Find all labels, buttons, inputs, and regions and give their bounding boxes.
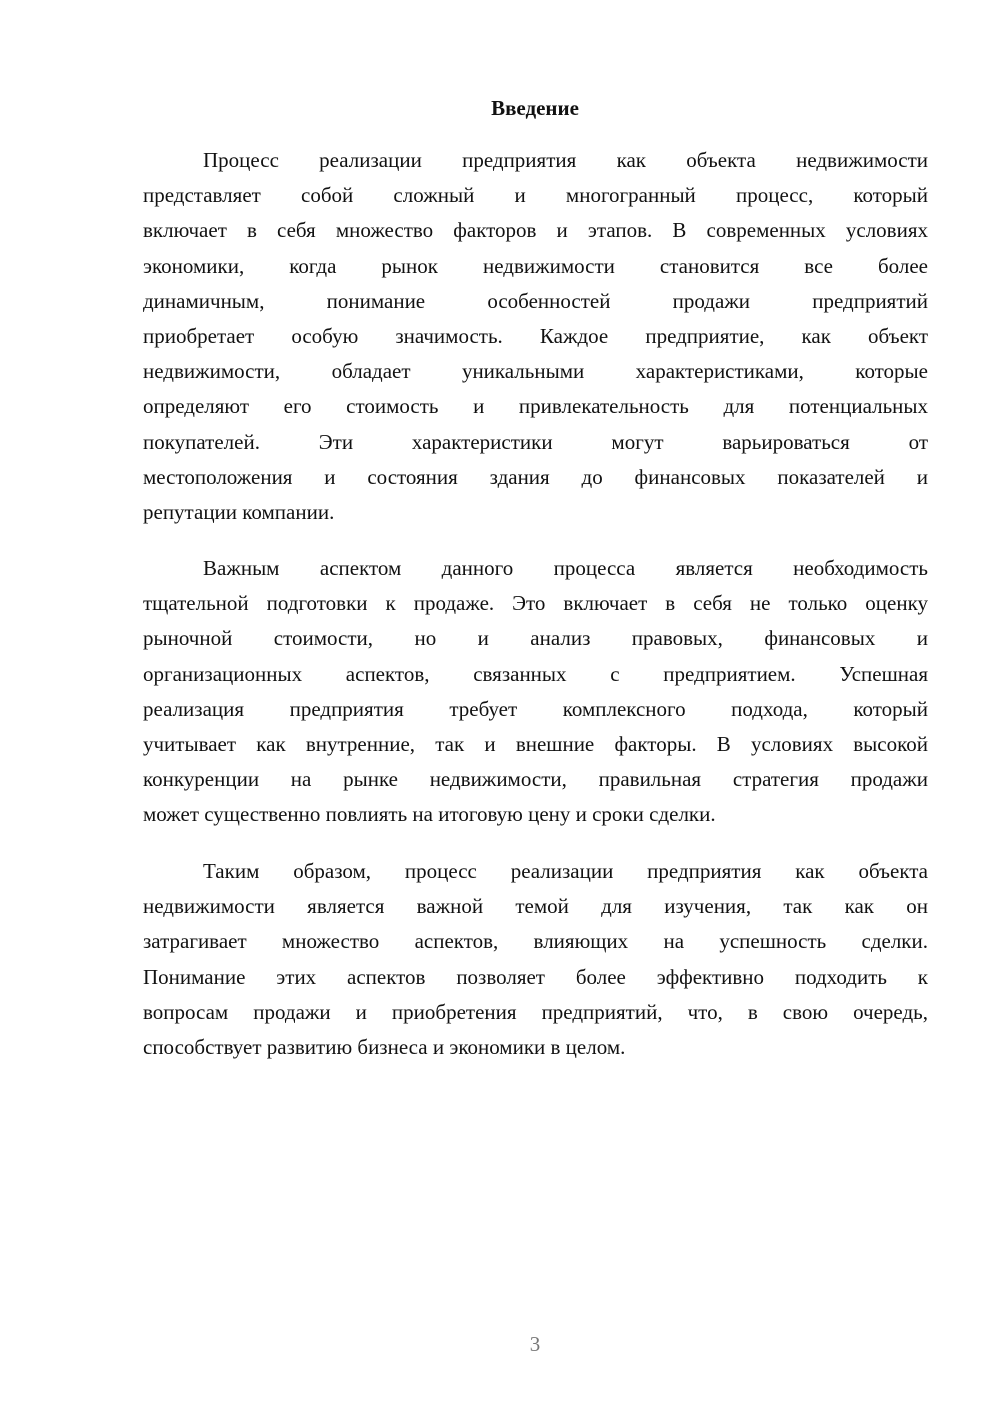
page-number: 3 [529,1332,541,1356]
text-line: учитывает как внутренние, так и внешние факторы. В условиях высокой [143,731,928,756]
text-line: Понимание этих аспектов позволяет более эффективно подходить к [143,964,928,989]
text-line: репутации компании. [143,499,335,524]
text-line: реализация предприятия требует комплексного подхода, который [143,696,928,721]
text-line: Таким образом, процесс реализации предприятия как объекта [203,859,928,883]
text-line: покупателей. Эти характеристики могут варьироваться от [143,429,928,454]
text-line: недвижимости является важной темой для изучения, так как он [143,894,928,919]
paragraph-3 [143,854,928,1065]
paragraph-1 [143,143,928,530]
text-line: представляет собой сложный и многогранный процесс, который [143,183,928,208]
text-line: Процесс реализации предприятия как объекта недвижимости [203,148,928,172]
text-line: включает в себя множество факторов и этапов. В современных условиях [143,218,928,243]
section-title: Введение [491,96,579,120]
text-line: определяют его стоимость и привлекательность для потенциальных [143,394,928,419]
text-line: конкуренции на рынке недвижимости, правильная стратегия продажи [143,767,928,792]
text-line: экономики, когда рынок недвижимости становится все более [143,253,928,278]
text-line: организационных аспектов, связанных с предприятием. Успешная [143,661,928,686]
text-line: Важным аспектом данного процесса является необходимость [203,556,928,580]
text-line: недвижимости, обладает уникальными характеристиками, которые [143,359,928,384]
text-line: может существенно повлиять на итоговую цену и сроки сделки. [143,802,716,827]
text-line: динамичным, понимание особенностей продажи предприятий [143,288,928,313]
text-line: тщательной подготовки к продаже. Это включает в себя не только оценку [143,591,928,616]
text-line: вопросам продажи и приобретения предприятий, что, в свою очередь, [143,999,928,1024]
text-line: затрагивает множество аспектов, влияющих на успешность сделки. [143,929,928,954]
text-line: приобретает особую значимость. Каждое предприятие, как объект [143,323,928,348]
paragraph-2 [143,551,928,833]
text-line: местоположения и состояния здания до финансовых показателей и [143,464,928,489]
text-line: способствует развитию бизнеса и экономики в целом. [143,1034,626,1059]
text-line: рыночной стоимости, но и анализ правовых, финансовых и [143,626,928,651]
